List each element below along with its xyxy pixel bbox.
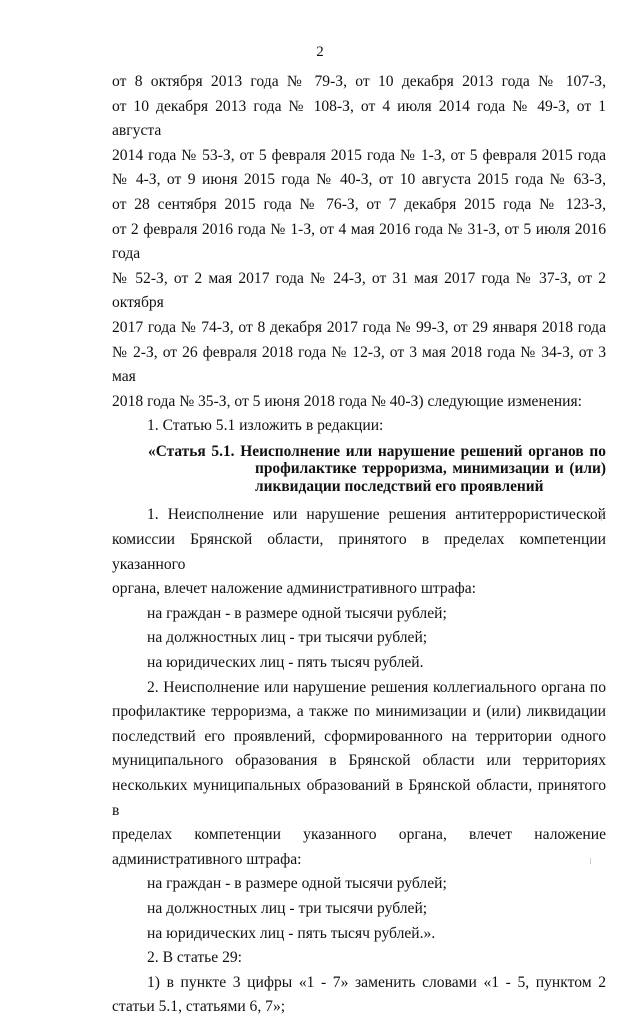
intro-line: № 2-З, от 26 февраля 2018 года № 12-З, от 3 мая 2018 года № 34-З, от 3 мая (112, 343, 606, 386)
scan-mark (601, 509, 610, 521)
scan-mark (590, 858, 597, 864)
part1-line: комиссии Брянской области, принятого в пределах компетенции указанного (112, 531, 606, 573)
intro-line: от 2 февраля 2016 года № 1-З, от 4 мая 2016 года № 31-З, от 5 июля 2016 года (112, 220, 606, 263)
part2-line: нескольких муниципальных образований в Брянской области, принятого в (112, 776, 606, 819)
item1-intro: 1. Статью 5.1 изложить в редакции: (147, 417, 384, 435)
part1-line: 1. Неисполнение или нарушение решения антитеррористической (147, 506, 606, 524)
part2-line: последствий его проявлений, сформированного на территории одного (112, 727, 606, 745)
part2-line: пределах компетенции указанного органа, влечет наложение (112, 826, 606, 844)
item2-intro: 2. В статье 29: (147, 949, 243, 967)
fine-line: на граждан - в размере одной тысячи рублей; (147, 875, 447, 893)
fine-line: на юридических лиц - пять тысяч рублей. (147, 653, 424, 671)
fine-line: на должностных лиц - три тысячи рублей; (147, 899, 428, 917)
intro-line: 2018 года № 35-З, от 5 июня 2018 года № 40-З) следующие изменения: (112, 392, 582, 410)
intro-line: 2014 года № 53-З, от 5 февраля 2015 года № 1-З, от 5 февраля 2015 года (112, 146, 606, 164)
page-number: 2 (316, 44, 324, 60)
part2-line: 2. Неисполнение или нарушение решения коллегиального органа по (147, 678, 606, 696)
fine-line: на граждан - в размере одной тысячи рублей; (147, 604, 447, 622)
subitem-line: 1) в пункте 3 цифры «1 - 7» заменить словами «1 - 5, пунктом 2 (147, 973, 606, 991)
document-body (112, 70, 606, 1020)
fine-line: на должностных лиц - три тысячи рублей; (147, 629, 428, 647)
part2-line: муниципального образования в Брянской области или территориях (112, 752, 606, 770)
intro-line: № 4-З, от 9 июня 2015 года № 40-З, от 10 августа 2015 года № 63-З, (112, 171, 606, 189)
fine-line: на юридических лиц - пять тысяч рублей.». (147, 924, 436, 942)
intro-line: 2017 года № 74-З, от 8 декабря 2017 года № 99-З, от 29 января 2018 года (112, 318, 606, 336)
part2-line: административного штрафа: (112, 850, 302, 868)
part1-line: органа, влечет наложение административного штрафа: (112, 580, 476, 598)
intro-line: от 10 декабря 2013 года № 108-З, от 4 июля 2014 года № 49-З, от 1 августа (112, 97, 606, 140)
intro-line: от 8 октября 2013 года № 79-З, от 10 декабря 2013 года № 107-З, (112, 73, 606, 90)
subitem-line: статьи 5.1, статьями 6, 7»; (112, 998, 286, 1016)
intro-line: от 28 сентября 2015 года № 76-З, от 7 декабря 2015 года № 123-З, (112, 195, 606, 213)
article-title: «Статья 5.1. Неисполнение или нарушение решений органов по профилактике терроризма, минимизации и (или) ликвидации последствий его проявлений (148, 442, 606, 495)
part2-line: профилактике терроризма, а также по минимизации и (или) ликвидации (112, 703, 606, 721)
intro-line: № 52-З, от 2 мая 2017 года № 24-З, от 31 мая 2017 года № 37-З, от 2 октября (112, 269, 606, 312)
